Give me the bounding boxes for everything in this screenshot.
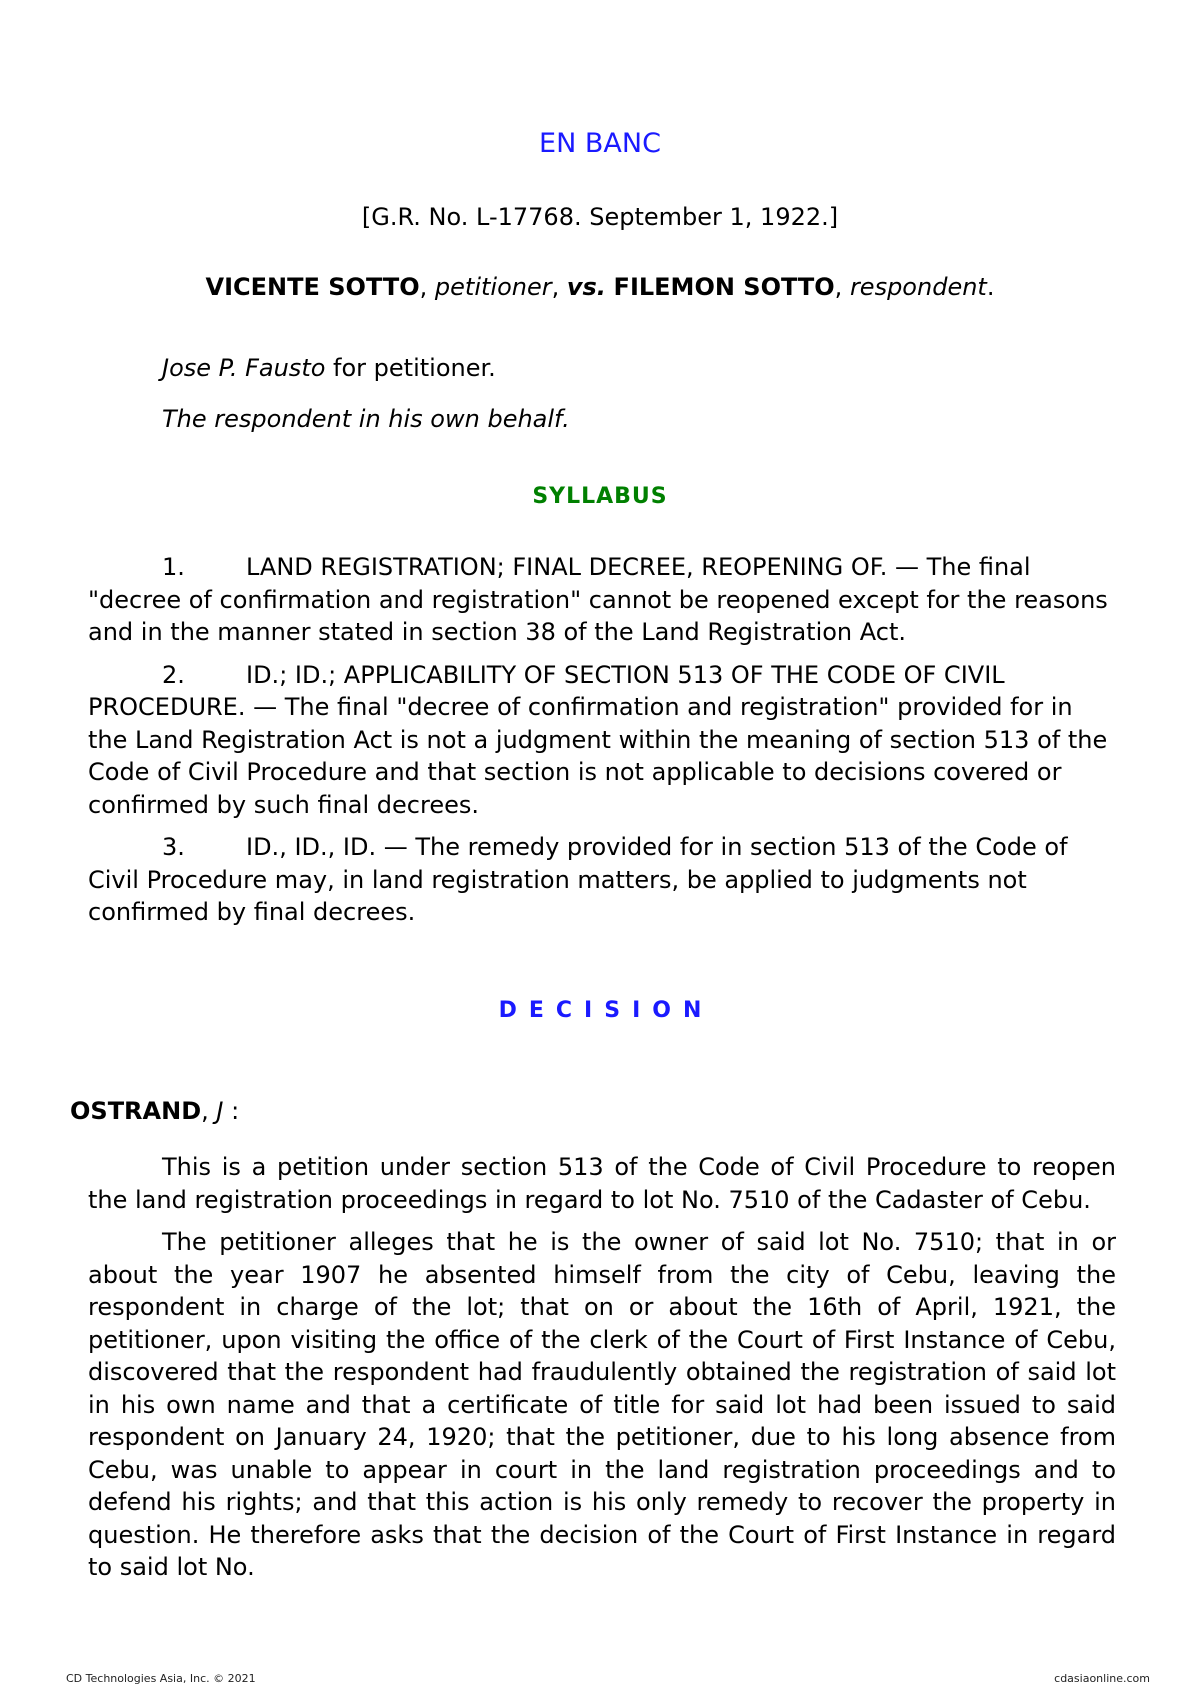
ponente: [70, 1097, 239, 1125]
syllabus-item-text: ID.; ID.; APPLICABILITY OF SECTION 513 OF THE CODE OF CIVIL PROCEDURE. — The final "decree of confirmation and registration" provided for in the Land Registration Act is not a judgment within the meaning of section 513 of the Code of Civil Procedure and that section is not applicable to decisions covered or confirmed by such final decrees.: [88, 660, 1108, 819]
petitioner-name: VICENTE SOTTO: [205, 273, 420, 301]
syllabus-item: [88, 831, 1116, 929]
petitioner-counsel-suffix: for petitioner.: [325, 354, 496, 382]
petitioner-counsel: [162, 354, 496, 382]
decision-heading: DECISION: [498, 998, 714, 1023]
syllabus-item: [88, 659, 1116, 822]
justice-separator: ,: [201, 1097, 217, 1125]
respondent-name: FILEMON SOTTO: [613, 273, 835, 301]
respondent-counsel-text: The respondent in his own behalf.: [162, 405, 570, 433]
petitioner-separator: ,: [419, 273, 435, 301]
justice-colon: :: [223, 1097, 240, 1125]
footer-website: cdasiaonline.com: [1054, 1672, 1150, 1685]
syllabus-item-text: LAND REGISTRATION; FINAL DECREE, REOPENING OF. — The final "decree of confirmation and registration" cannot be reopened except for the reasons and in the manner stated in section 38 of the Land Registration Act.: [88, 553, 1108, 646]
respondent-separator: ,: [834, 273, 850, 301]
footer-copyright: CD Technologies Asia, Inc. © 2021: [66, 1672, 256, 1685]
case-number: [G.R. No. L-17768. September 1, 1922.]: [361, 203, 839, 231]
case-parties: [0, 273, 1200, 301]
decision-paragraph: The petitioner alleges that he is the owner of said lot No. 7510; that in or about the year 1907 he absented himself from the city of Cebu, leaving the respondent in charge of the lot; that on or about the 16th of April, 1921, the petitioner, upon visiting the office of the clerk of the Court of First Instance of Cebu, discovered that the respondent had fraudulently obtained the registration of said lot in his own name and that a certificate of title for said lot had been issued to said respondent on January 24, 1920; that the petitioner, due to his long absence from Cebu, was unable to appear in court in the land registration proceedings and to defend his rights; and that this action is his only remedy to recover the property in question. He therefore asks that the decision of the Court of First Instance in regard to said lot No.: [88, 1228, 1116, 1581]
court-division: EN BANC: [539, 128, 661, 159]
petitioner-counsel-name: Jose P. Fausto: [162, 354, 326, 382]
respondent-role: respondent: [849, 273, 987, 301]
syllabus-heading: SYLLABUS: [532, 484, 668, 509]
syllabus-item-number: 2.: [162, 660, 185, 689]
decision-paragraph: This is a petition under section 513 of the Code of Civil Procedure to reopen the land registration proceedings in regard to lot No. 7510 of the Cadaster of Cebu.: [88, 1153, 1116, 1214]
syllabus-item-number: 1.: [162, 553, 185, 581]
syllabus-list: [88, 551, 1116, 939]
justice-title: J: [216, 1097, 224, 1125]
syllabus-item-number: 3.: [162, 833, 185, 861]
parties-comma: ,: [551, 273, 567, 301]
syllabus-item-text: ID., ID., ID. — The remedy provided for in section 513 of the Code of Civil Procedure may, in land registration matters, be applied to judgments not confirmed by final decrees.: [88, 833, 1068, 926]
respondent-counsel: [162, 405, 570, 433]
syllabus-item: [88, 551, 1116, 649]
decision-body: [88, 1151, 1116, 1594]
parties-end: .: [986, 273, 995, 301]
versus: vs.: [566, 273, 606, 301]
justice-name: OSTRAND: [70, 1097, 202, 1125]
petitioner-role: petitioner: [434, 273, 552, 301]
